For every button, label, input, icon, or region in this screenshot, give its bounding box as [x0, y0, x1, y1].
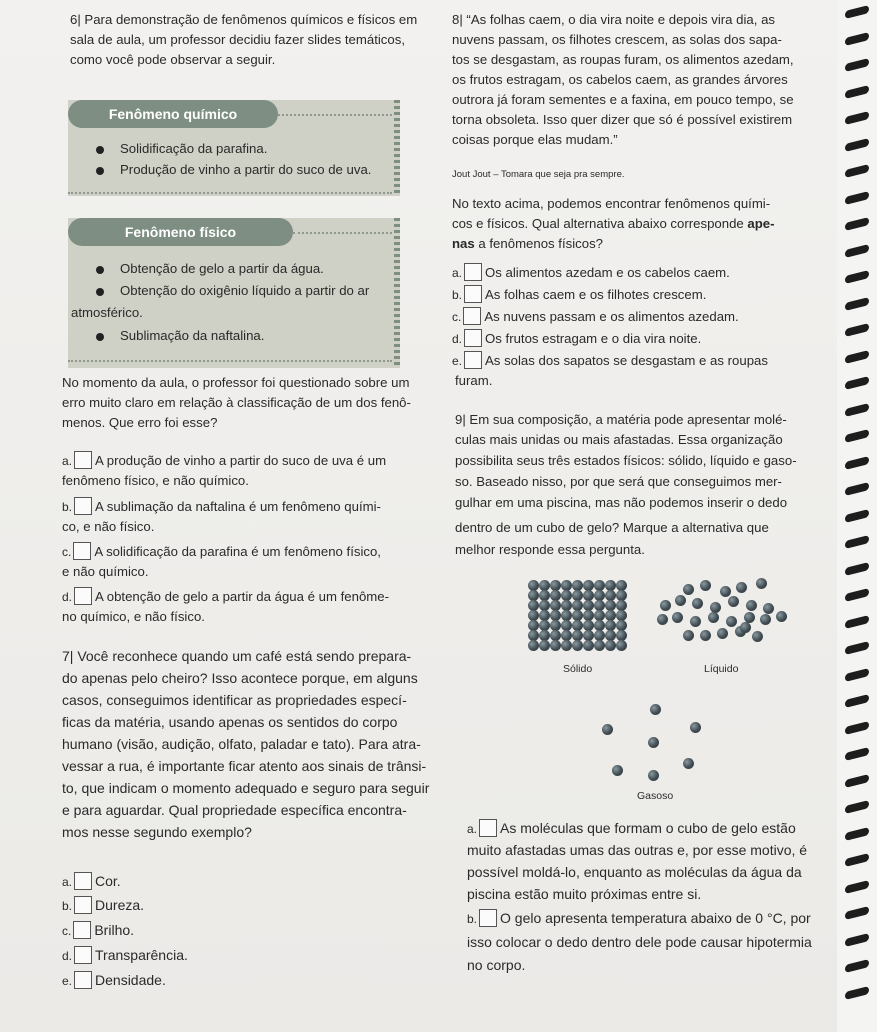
- checkbox[interactable]: [73, 921, 91, 939]
- q6-option-d-cont: no químico, e não físico.: [62, 609, 205, 624]
- q7-line1: 7| Você reconhece quando um café está sendo prepara-: [62, 648, 412, 664]
- checkbox[interactable]: [74, 587, 92, 605]
- q8-quote-line7: coisas porque elas mudam.”: [452, 132, 618, 147]
- physical-item-2: Obtenção do oxigênio líquido a partir do ar: [120, 283, 370, 298]
- spiral-ring: [845, 217, 869, 231]
- panel-bottom-divider: [68, 192, 392, 194]
- bullet-icon: [96, 167, 104, 175]
- molecule-dot: [683, 584, 694, 595]
- q6-intro-line3: como você pode observar a seguir.: [70, 52, 276, 67]
- molecule-dot: [648, 770, 659, 781]
- molecule-dot: [736, 582, 747, 593]
- spiral-ring: [845, 85, 869, 99]
- chemical-phenomenon-title: Fenômeno químico: [68, 100, 278, 128]
- spiral-ring: [845, 641, 869, 655]
- molecule-dot: [720, 586, 731, 597]
- spiral-ring: [845, 535, 869, 549]
- spiral-ring: [845, 297, 869, 311]
- option-text: Os alimentos azedam e os cabelos caem.: [485, 265, 730, 280]
- molecule-dot: [657, 614, 668, 625]
- molecule-dot: [700, 580, 711, 591]
- molecule-dot: [660, 600, 671, 611]
- spiral-ring: [845, 32, 869, 46]
- q7-line2: do apenas pelo cheiro? Isso acontece porque, em alguns: [62, 670, 418, 686]
- spiral-ring: [845, 615, 869, 629]
- spiral-ring: [845, 588, 869, 602]
- spiral-ring: [845, 323, 869, 337]
- spiral-ring: [845, 694, 869, 708]
- molecule-dot: [648, 737, 659, 748]
- spiral-ring: [845, 959, 869, 973]
- spiral-ring: [845, 270, 869, 284]
- physical-item-1: Obtenção de gelo a partir da água.: [120, 261, 324, 276]
- checkbox[interactable]: [464, 285, 482, 303]
- molecule-dot: [690, 616, 701, 627]
- spiral-ring: [845, 933, 869, 947]
- molecule-dot: [692, 598, 703, 609]
- spiral-ring: [845, 111, 869, 125]
- bullet-icon: [96, 146, 104, 154]
- panel-divider: [278, 114, 392, 116]
- spiral-ring: [845, 429, 869, 443]
- physical-item-2-cont: atmosférico.: [71, 305, 143, 320]
- molecule-dot: [550, 640, 561, 651]
- option-letter: b.: [452, 288, 463, 302]
- option-letter: d.: [62, 590, 73, 604]
- notebook-spiral-edge: [837, 0, 877, 1032]
- molecule-dot: [572, 640, 583, 651]
- q9-option-b[interactable]: [467, 908, 811, 929]
- molecule-dot: [763, 603, 774, 614]
- spiral-ring: [845, 721, 869, 735]
- spiral-ring: [845, 827, 869, 841]
- q9-line4: so. Baseado nisso, por que será que conseguimos mer-: [455, 474, 782, 489]
- checkbox[interactable]: [464, 351, 482, 369]
- spiral-ring: [845, 376, 869, 390]
- molecule-dot: [728, 596, 739, 607]
- molecule-dot: [740, 622, 751, 633]
- q7-option-a[interactable]: [62, 871, 121, 892]
- physical-phenomenon-title: Fenômeno físico: [68, 218, 293, 246]
- bullet-icon: [96, 333, 104, 341]
- spiral-ring: [845, 138, 869, 152]
- molecule-dot: [756, 578, 767, 589]
- q8-option-d[interactable]: [452, 329, 701, 349]
- spiral-ring: [845, 562, 869, 576]
- option-letter: c.: [62, 924, 72, 938]
- spiral-ring: [845, 244, 869, 258]
- checkbox[interactable]: [74, 872, 92, 890]
- checkbox[interactable]: [464, 263, 482, 281]
- option-text: Cor.: [95, 873, 121, 889]
- checkbox[interactable]: [464, 329, 482, 347]
- option-text: As moléculas que formam o cubo de gelo estão: [500, 820, 796, 836]
- molecule-dot: [752, 631, 763, 642]
- spiral-ring: [845, 853, 869, 867]
- q6-option-b-cont: co, e não físico.: [62, 519, 155, 534]
- option-text: Os frutos estragam e o dia vira noite.: [485, 331, 702, 346]
- q8-question-text: a fenômenos físicos?: [474, 236, 604, 251]
- option-text: Transparência.: [95, 947, 188, 963]
- bullet-icon: [96, 288, 104, 296]
- molecule-dot: [672, 612, 683, 623]
- chemical-phenomenon-panel: [68, 100, 400, 196]
- q8-question-bold: nas: [452, 236, 475, 251]
- q6-question-line2: erro muito claro em relação à classificação de um dos fenô-: [62, 395, 411, 410]
- option-text: Brilho.: [94, 922, 135, 938]
- checkbox[interactable]: [74, 971, 92, 989]
- spiral-ring: [845, 403, 869, 417]
- spiral-ring: [845, 482, 869, 496]
- q7-line3: casos, conseguimos identificar as propriedades especí-: [62, 692, 407, 708]
- option-letter: a.: [452, 266, 463, 280]
- liquid-label: Líquido: [704, 663, 739, 675]
- q8-question-bold: ape-: [747, 216, 775, 231]
- molecule-dot: [616, 640, 627, 651]
- option-letter: c.: [62, 545, 72, 559]
- chemical-item-2: Produção de vinho a partir do suco de uva.: [120, 162, 372, 177]
- panel-dot-border: [394, 100, 400, 196]
- q9-line5: gulhar em uma piscina, mas não podemos inserir o dedo: [455, 495, 788, 510]
- spiral-ring: [845, 668, 869, 682]
- molecule-dot: [690, 722, 701, 733]
- q7-line4: ficas da matéria, usando apenas os sentidos do corpo: [62, 714, 398, 730]
- spiral-ring: [845, 747, 869, 761]
- molecule-dot: [726, 616, 737, 627]
- option-letter: a.: [62, 454, 73, 468]
- option-text: Dureza.: [95, 897, 145, 913]
- panel-dot-border: [394, 218, 400, 368]
- q9-option-a-cont3: piscina estão muito próximas entre si.: [467, 886, 702, 902]
- molecule-dot: [776, 611, 787, 622]
- option-letter: d.: [62, 949, 73, 963]
- option-letter: c.: [452, 310, 462, 324]
- option-text: A obtenção de gelo a partir da água é um fenôme-: [95, 589, 390, 604]
- molecule-dot: [760, 614, 771, 625]
- molecule-dot: [561, 640, 572, 651]
- solid-label: Sólido: [563, 663, 593, 675]
- checkbox[interactable]: [74, 946, 92, 964]
- q8-option-a[interactable]: [452, 263, 730, 283]
- molecule-dot: [583, 640, 594, 651]
- spiral-ring: [845, 986, 869, 1000]
- q9-option-a-cont1: muito afastadas umas das outras e, por esse motivo, é: [467, 842, 808, 858]
- checkbox[interactable]: [479, 909, 497, 927]
- gas-label: Gasoso: [637, 790, 674, 802]
- checkbox[interactable]: [74, 896, 92, 914]
- option-text: As solas dos sapatos se desgastam e as roupas: [485, 353, 768, 368]
- option-text: A solidificação da parafina é um fenômeno físico,: [94, 544, 381, 559]
- molecule-dot: [683, 630, 694, 641]
- spiral-ring: [845, 456, 869, 470]
- molecule-dot: [528, 640, 539, 651]
- q6-option-b[interactable]: [62, 497, 381, 517]
- spiral-ring: [845, 191, 869, 205]
- q8-question-line2: [452, 214, 775, 234]
- q8-quote-line4: os frutos estragam, os cabelos caem, as grandes árvores: [452, 72, 788, 87]
- spiral-ring: [845, 5, 869, 19]
- q8-question-line3: [452, 234, 603, 254]
- q8-option-e-cont: furam.: [455, 373, 493, 388]
- q6-option-c-cont: e não químico.: [62, 564, 149, 579]
- panel-bottom-divider: [68, 360, 392, 362]
- spiral-ring: [845, 509, 869, 523]
- molecule-dot: [675, 595, 686, 606]
- molecule-dot: [683, 758, 694, 769]
- q7-option-e[interactable]: [62, 970, 166, 991]
- q9-line7: melhor responde essa pergunta.: [455, 542, 645, 557]
- q7-line5: humano (visão, audição, olfato, paladar e tato). Para atra-: [62, 736, 421, 752]
- option-letter: b.: [62, 500, 73, 514]
- spiral-ring: [845, 58, 869, 72]
- q8-option-b[interactable]: [452, 285, 706, 305]
- physical-item-3: Sublimação da naftalina.: [120, 328, 265, 343]
- q6-option-a-cont: fenômeno físico, e não químico.: [62, 473, 249, 488]
- molecule-dot: [602, 724, 613, 735]
- q8-question-line1: No texto acima, podemos encontrar fenômenos quími-: [452, 196, 771, 211]
- panel-divider: [293, 232, 392, 234]
- physical-phenomenon-panel: [68, 218, 400, 368]
- molecule-dot: [650, 704, 661, 715]
- option-letter: b.: [467, 912, 478, 926]
- option-text: As nuvens passam e os alimentos azedam.: [484, 309, 739, 324]
- checkbox[interactable]: [74, 497, 92, 515]
- option-text: As folhas caem e os filhotes crescem.: [485, 287, 707, 302]
- option-letter: e.: [452, 354, 463, 368]
- checkbox[interactable]: [479, 819, 497, 837]
- q6-option-c[interactable]: [62, 542, 381, 562]
- bullet-icon: [96, 266, 104, 274]
- q9-line3: possibilita seus três estados físicos: sólido, líquido e gaso-: [455, 453, 797, 468]
- option-letter: b.: [62, 899, 73, 913]
- q8-question-text: cos e físicos. Qual alternativa abaixo corresponde: [452, 216, 748, 231]
- option-text: O gelo apresenta temperatura abaixo de 0 °C, por: [500, 910, 811, 926]
- q7-option-b[interactable]: [62, 895, 144, 916]
- q7-line7: to, que indicam o momento adequado e seguro para seguir: [62, 780, 430, 796]
- q9-option-b-cont2: no corpo.: [467, 957, 526, 973]
- q6-intro-line1: 6| Para demonstração de fenômenos químicos e físicos em: [70, 12, 418, 27]
- molecule-dot: [717, 628, 728, 639]
- q7-option-c[interactable]: [62, 920, 134, 941]
- q7-line6: vessar a rua, é importante ficar atento aos sinais de trânsi-: [62, 758, 427, 774]
- molecule-dot: [539, 640, 550, 651]
- option-letter: a.: [467, 822, 478, 836]
- q6-option-d[interactable]: [62, 587, 389, 607]
- q6-question-line1: No momento da aula, o professor foi questionado sobre um: [62, 375, 410, 390]
- molecule-dot: [605, 640, 616, 651]
- q9-line6: dentro de um cubo de gelo? Marque a alternativa que: [455, 520, 769, 535]
- q8-quote-line6: torna obsoleta. Isso quer dizer que só é possível existirem: [452, 112, 793, 127]
- molecule-dot: [746, 600, 757, 611]
- q8-quote-line5: outrora já foram sementes e a faxina, em pouco tempo, se: [452, 92, 794, 107]
- option-letter: e.: [62, 974, 73, 988]
- spiral-ring: [845, 880, 869, 894]
- molecule-dot: [612, 765, 623, 776]
- q8-quote-line1: 8| “As folhas caem, o dia vira noite e depois vira dia, as: [452, 12, 776, 27]
- q6-option-a[interactable]: [62, 451, 386, 471]
- spiral-ring: [845, 800, 869, 814]
- q9-line2: culas mais unidas ou mais afastadas. Essa organização: [455, 432, 783, 447]
- option-text: A produção de vinho a partir do suco de uva é um: [95, 453, 387, 468]
- q7-option-d[interactable]: [62, 945, 188, 966]
- q8-quote-line2: nuvens passam, os filhotes crescem, as solas dos sapa-: [452, 32, 782, 47]
- q9-option-b-cont1: isso colocar o dedo dentro dele pode causar hipotermia: [467, 934, 812, 950]
- q8-option-c[interactable]: [452, 307, 739, 327]
- q9-option-a[interactable]: [467, 818, 796, 839]
- molecule-dot: [594, 640, 605, 651]
- chemical-item-1: Solidificação da parafina.: [120, 141, 268, 156]
- option-letter: d.: [452, 332, 463, 346]
- spiral-ring: [845, 164, 869, 178]
- checkbox[interactable]: [73, 542, 91, 560]
- option-text: Densidade.: [95, 972, 166, 988]
- molecule-dot: [700, 630, 711, 641]
- checkbox[interactable]: [74, 451, 92, 469]
- q6-question-line3: menos. Que erro foi esse?: [62, 415, 218, 430]
- molecule-dot: [708, 612, 719, 623]
- spiral-ring: [845, 350, 869, 364]
- q9-option-a-cont2: possível moldá-lo, enquanto as moléculas da água da: [467, 864, 802, 880]
- q8-source: Jout Jout – Tomara que seja pra sempre.: [452, 169, 625, 180]
- checkbox[interactable]: [463, 307, 481, 325]
- q8-option-e[interactable]: [452, 351, 768, 371]
- q6-intro-line2: sala de aula, um professor decidiu fazer slides temáticos,: [70, 32, 405, 47]
- spiral-ring: [845, 774, 869, 788]
- option-letter: a.: [62, 875, 73, 889]
- spiral-ring: [845, 906, 869, 920]
- q8-quote-line3: tos se desgastam, as roupas furam, os alimentos azedam,: [452, 52, 794, 67]
- q7-line8: e para aguardar. Qual propriedade específica encontra-: [62, 802, 407, 818]
- option-text: A sublimação da naftalina é um fenômeno quími-: [95, 499, 381, 514]
- q9-line1: 9| Em sua composição, a matéria pode apresentar molé-: [455, 412, 787, 427]
- q7-line9: mos nesse segundo exemplo?: [62, 824, 252, 840]
